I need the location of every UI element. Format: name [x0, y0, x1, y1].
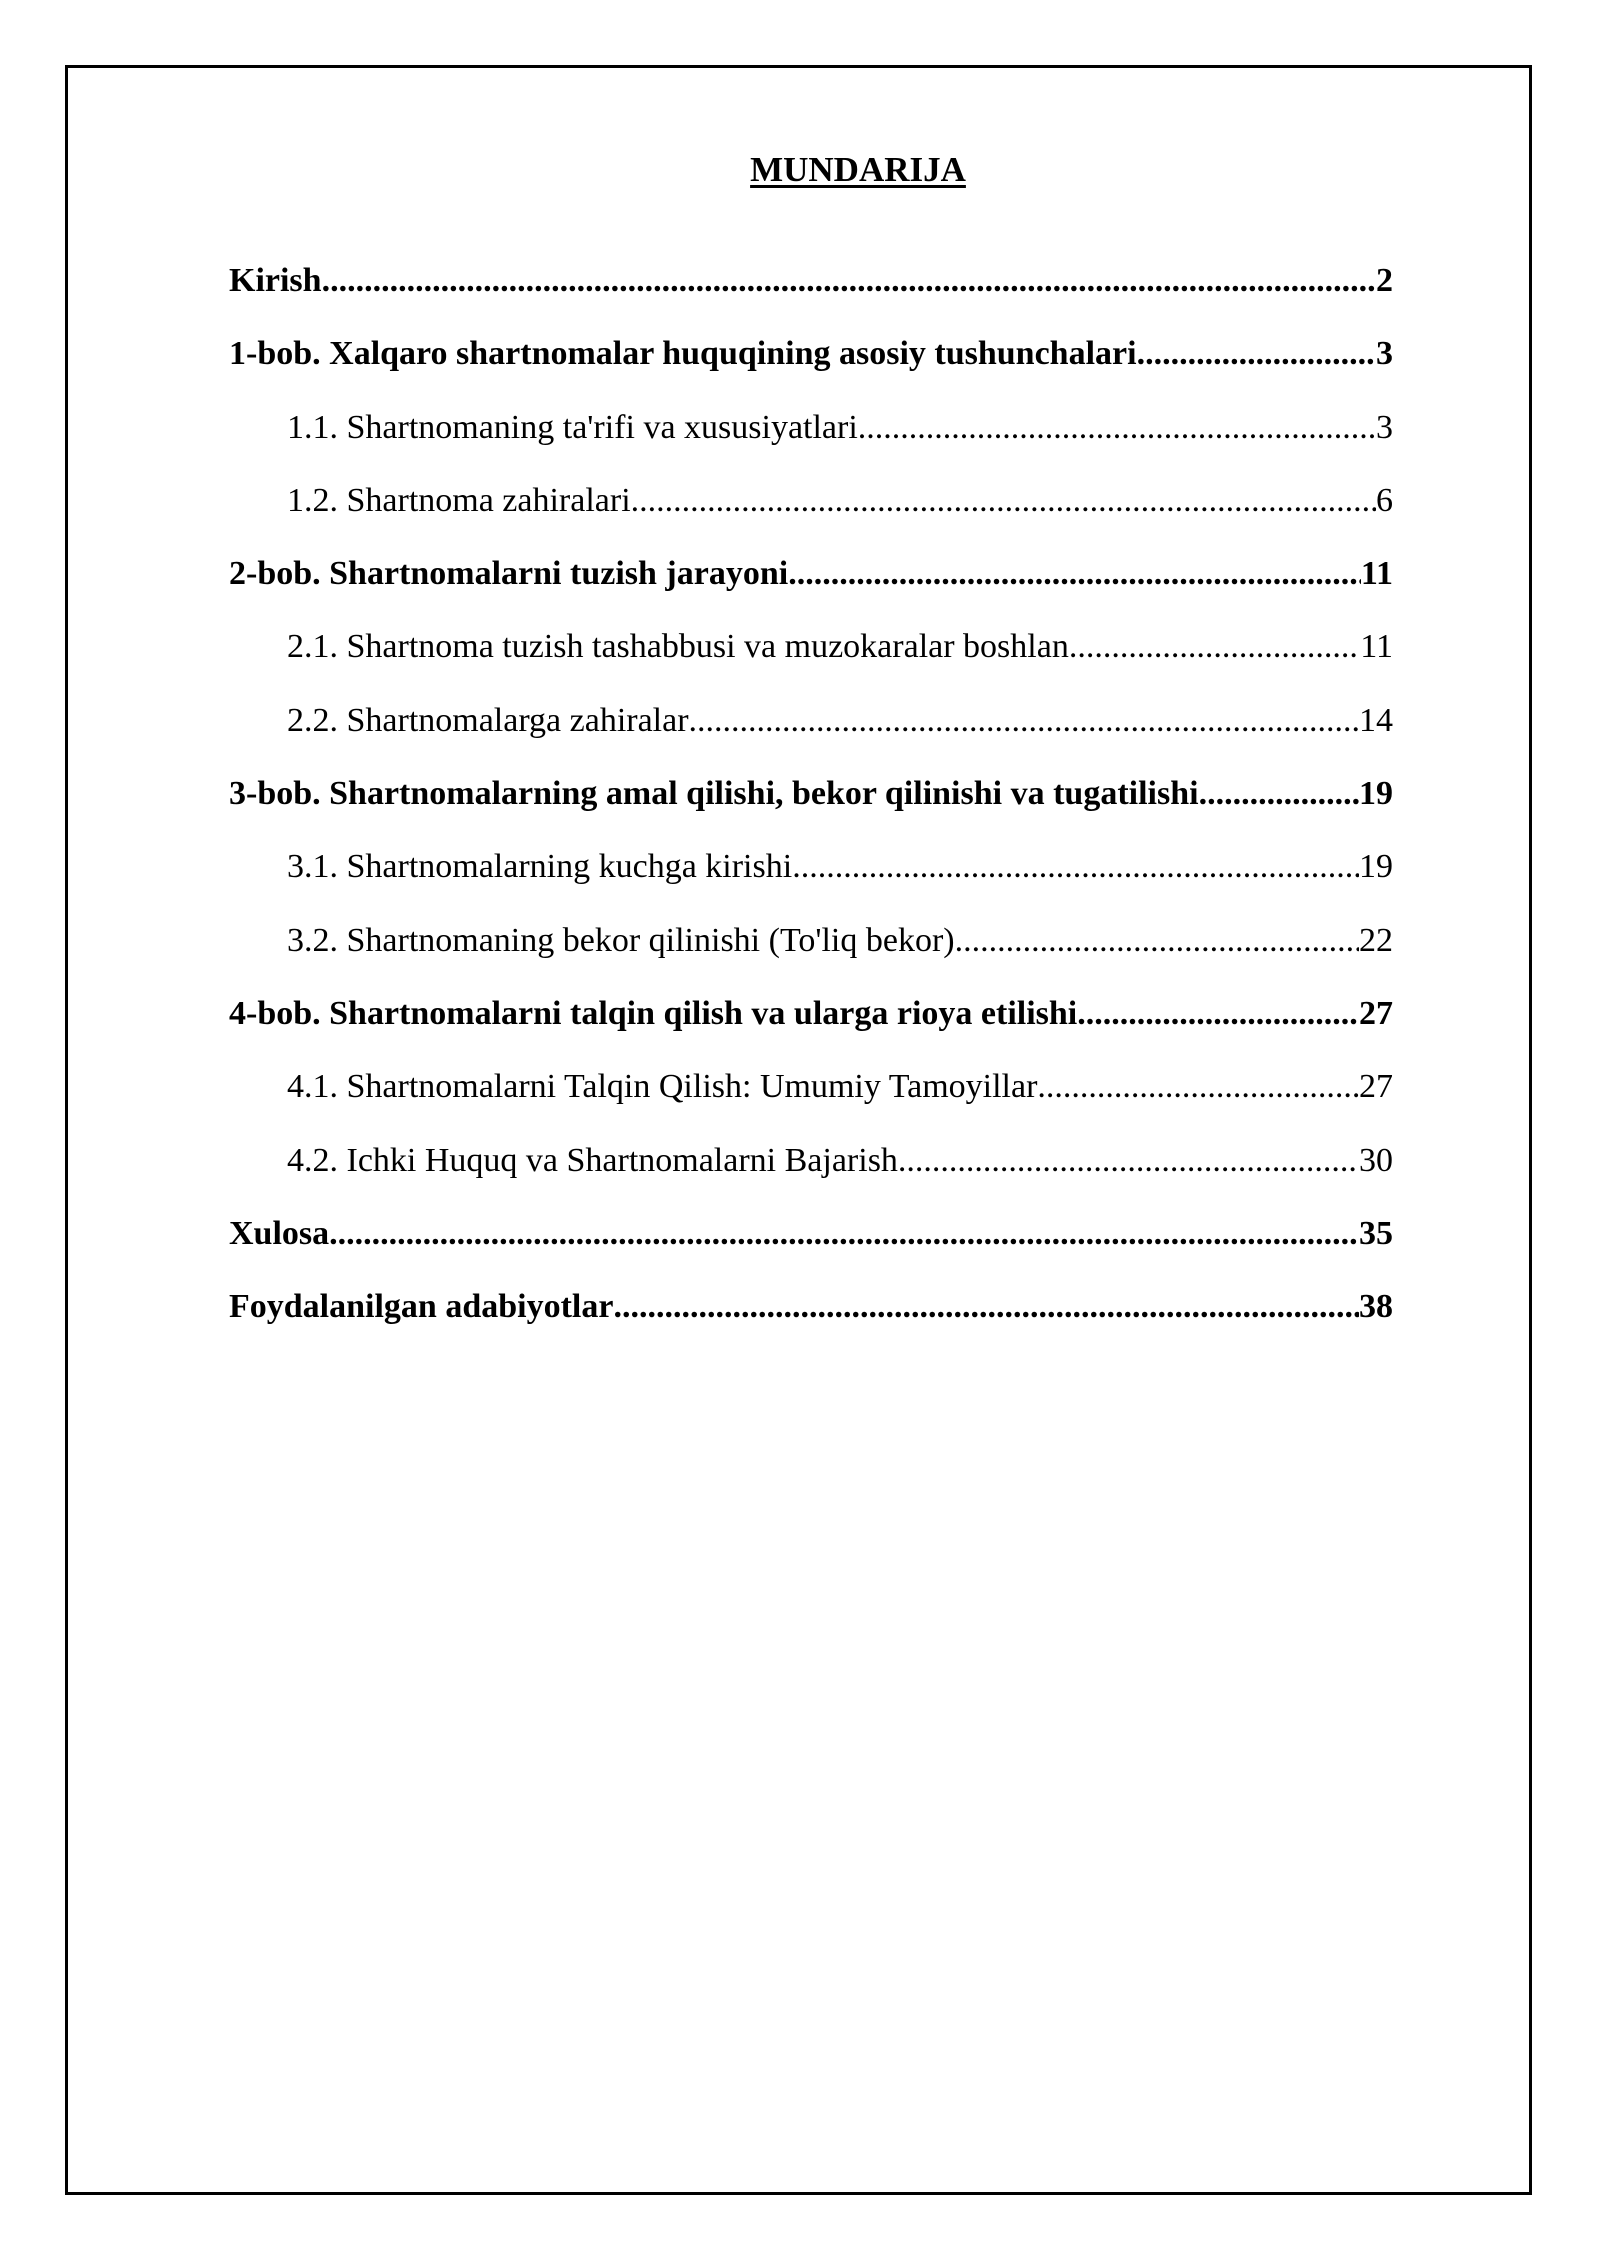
toc-entry-text: 4.2. Ichki Huquq va Shartnomalarni Bajarish [287, 1141, 898, 1179]
toc-dot-leader [322, 262, 1376, 300]
toc-dot-leader [631, 482, 1376, 520]
toc-entry[interactable] [229, 555, 1393, 628]
toc-entry[interactable] [229, 335, 1393, 408]
toc-page-number: 11 [1360, 628, 1393, 666]
toc-dot-leader [613, 1288, 1359, 1326]
toc-page-number: 6 [1376, 481, 1393, 519]
toc-dot-leader [689, 702, 1359, 740]
toc-dot-leader [792, 848, 1359, 886]
toc-entry-text: Foydalanilgan adabiyotlar [229, 1288, 614, 1326]
toc-page-number: 14 [1359, 701, 1393, 739]
toc-entry-text: 1.1. Shartnomaning ta'rifi va xususiyatlari [287, 408, 858, 446]
toc-subentry[interactable] [229, 628, 1393, 701]
toc-entry[interactable] [229, 1215, 1393, 1288]
toc-dot-leader [1137, 335, 1376, 373]
toc-page-number: 22 [1359, 921, 1393, 959]
toc-page-number: 27 [1359, 1068, 1393, 1106]
toc-page-number: 11 [1360, 555, 1393, 593]
toc-page-number: 2 [1376, 262, 1393, 299]
toc-page-number: 3 [1376, 408, 1393, 446]
toc-entry-text: 1-bob. Xalqaro shartnomalar huquqining asosiy tushunchalari [229, 335, 1137, 373]
toc-entry-text: Xulosa [229, 1214, 330, 1252]
toc-subentry[interactable] [229, 1068, 1393, 1141]
toc-entry-text: Kirish [229, 262, 322, 299]
toc-dot-leader [1199, 775, 1359, 813]
toc-entry-text: 2.1. Shartnoma tuzish tashabbusi va muzokaralar boshlan [287, 628, 1069, 666]
toc-entry-text: 4-bob. Shartnomalarni talqin qilish va ularga rioya etilishi [229, 994, 1078, 1032]
toc-subentry[interactable] [229, 848, 1393, 921]
toc-page-number: 35 [1359, 1214, 1393, 1252]
toc-dot-leader [329, 1215, 1359, 1253]
toc-subentry[interactable] [229, 1142, 1393, 1215]
toc-page-number: 3 [1376, 335, 1393, 373]
toc-dot-leader [1077, 995, 1359, 1033]
toc-dot-leader [898, 1142, 1359, 1180]
toc-entry[interactable] [229, 1288, 1393, 1361]
toc-dot-leader [788, 555, 1361, 593]
table-of-contents [229, 262, 1393, 1361]
toc-entry-text: 3-bob. Shartnomalarning amal qilishi, bekor qilinishi va tugatilishi [229, 775, 1199, 813]
toc-subentry[interactable] [229, 922, 1393, 995]
toc-dot-leader [955, 922, 1359, 960]
toc-subentry[interactable] [229, 482, 1393, 555]
toc-page-number: 38 [1359, 1288, 1393, 1326]
toc-page-number: 27 [1359, 994, 1393, 1032]
toc-dot-leader [858, 409, 1376, 447]
toc-entry-text: 2.2. Shartnomalarga zahiralar [287, 701, 689, 739]
page-title: MUNDARIJA [750, 150, 966, 189]
toc-subentry[interactable] [229, 702, 1393, 775]
toc-page-number: 19 [1359, 848, 1393, 886]
toc-entry-text: 4.1. Shartnomalarni Talqin Qilish: Umumiy Tamoyillar [287, 1068, 1038, 1106]
toc-entry[interactable] [229, 775, 1393, 848]
toc-page-number: 30 [1359, 1141, 1393, 1179]
toc-dot-leader [1037, 1068, 1359, 1106]
toc-dot-leader [1069, 628, 1360, 666]
toc-entry[interactable] [229, 995, 1393, 1068]
toc-subentry[interactable] [229, 409, 1393, 482]
toc-entry[interactable] [229, 262, 1393, 335]
toc-entry-text: 3.2. Shartnomaning bekor qilinishi (To'liq bekor) [287, 921, 955, 959]
toc-entry-text: 2-bob. Shartnomalarni tuzish jarayoni [229, 555, 789, 593]
toc-entry-text: 3.1. Shartnomalarning kuchga kirishi [287, 848, 793, 886]
toc-entry-text: 1.2. Shartnoma zahiralari [287, 481, 631, 519]
toc-page-number: 19 [1359, 775, 1393, 813]
